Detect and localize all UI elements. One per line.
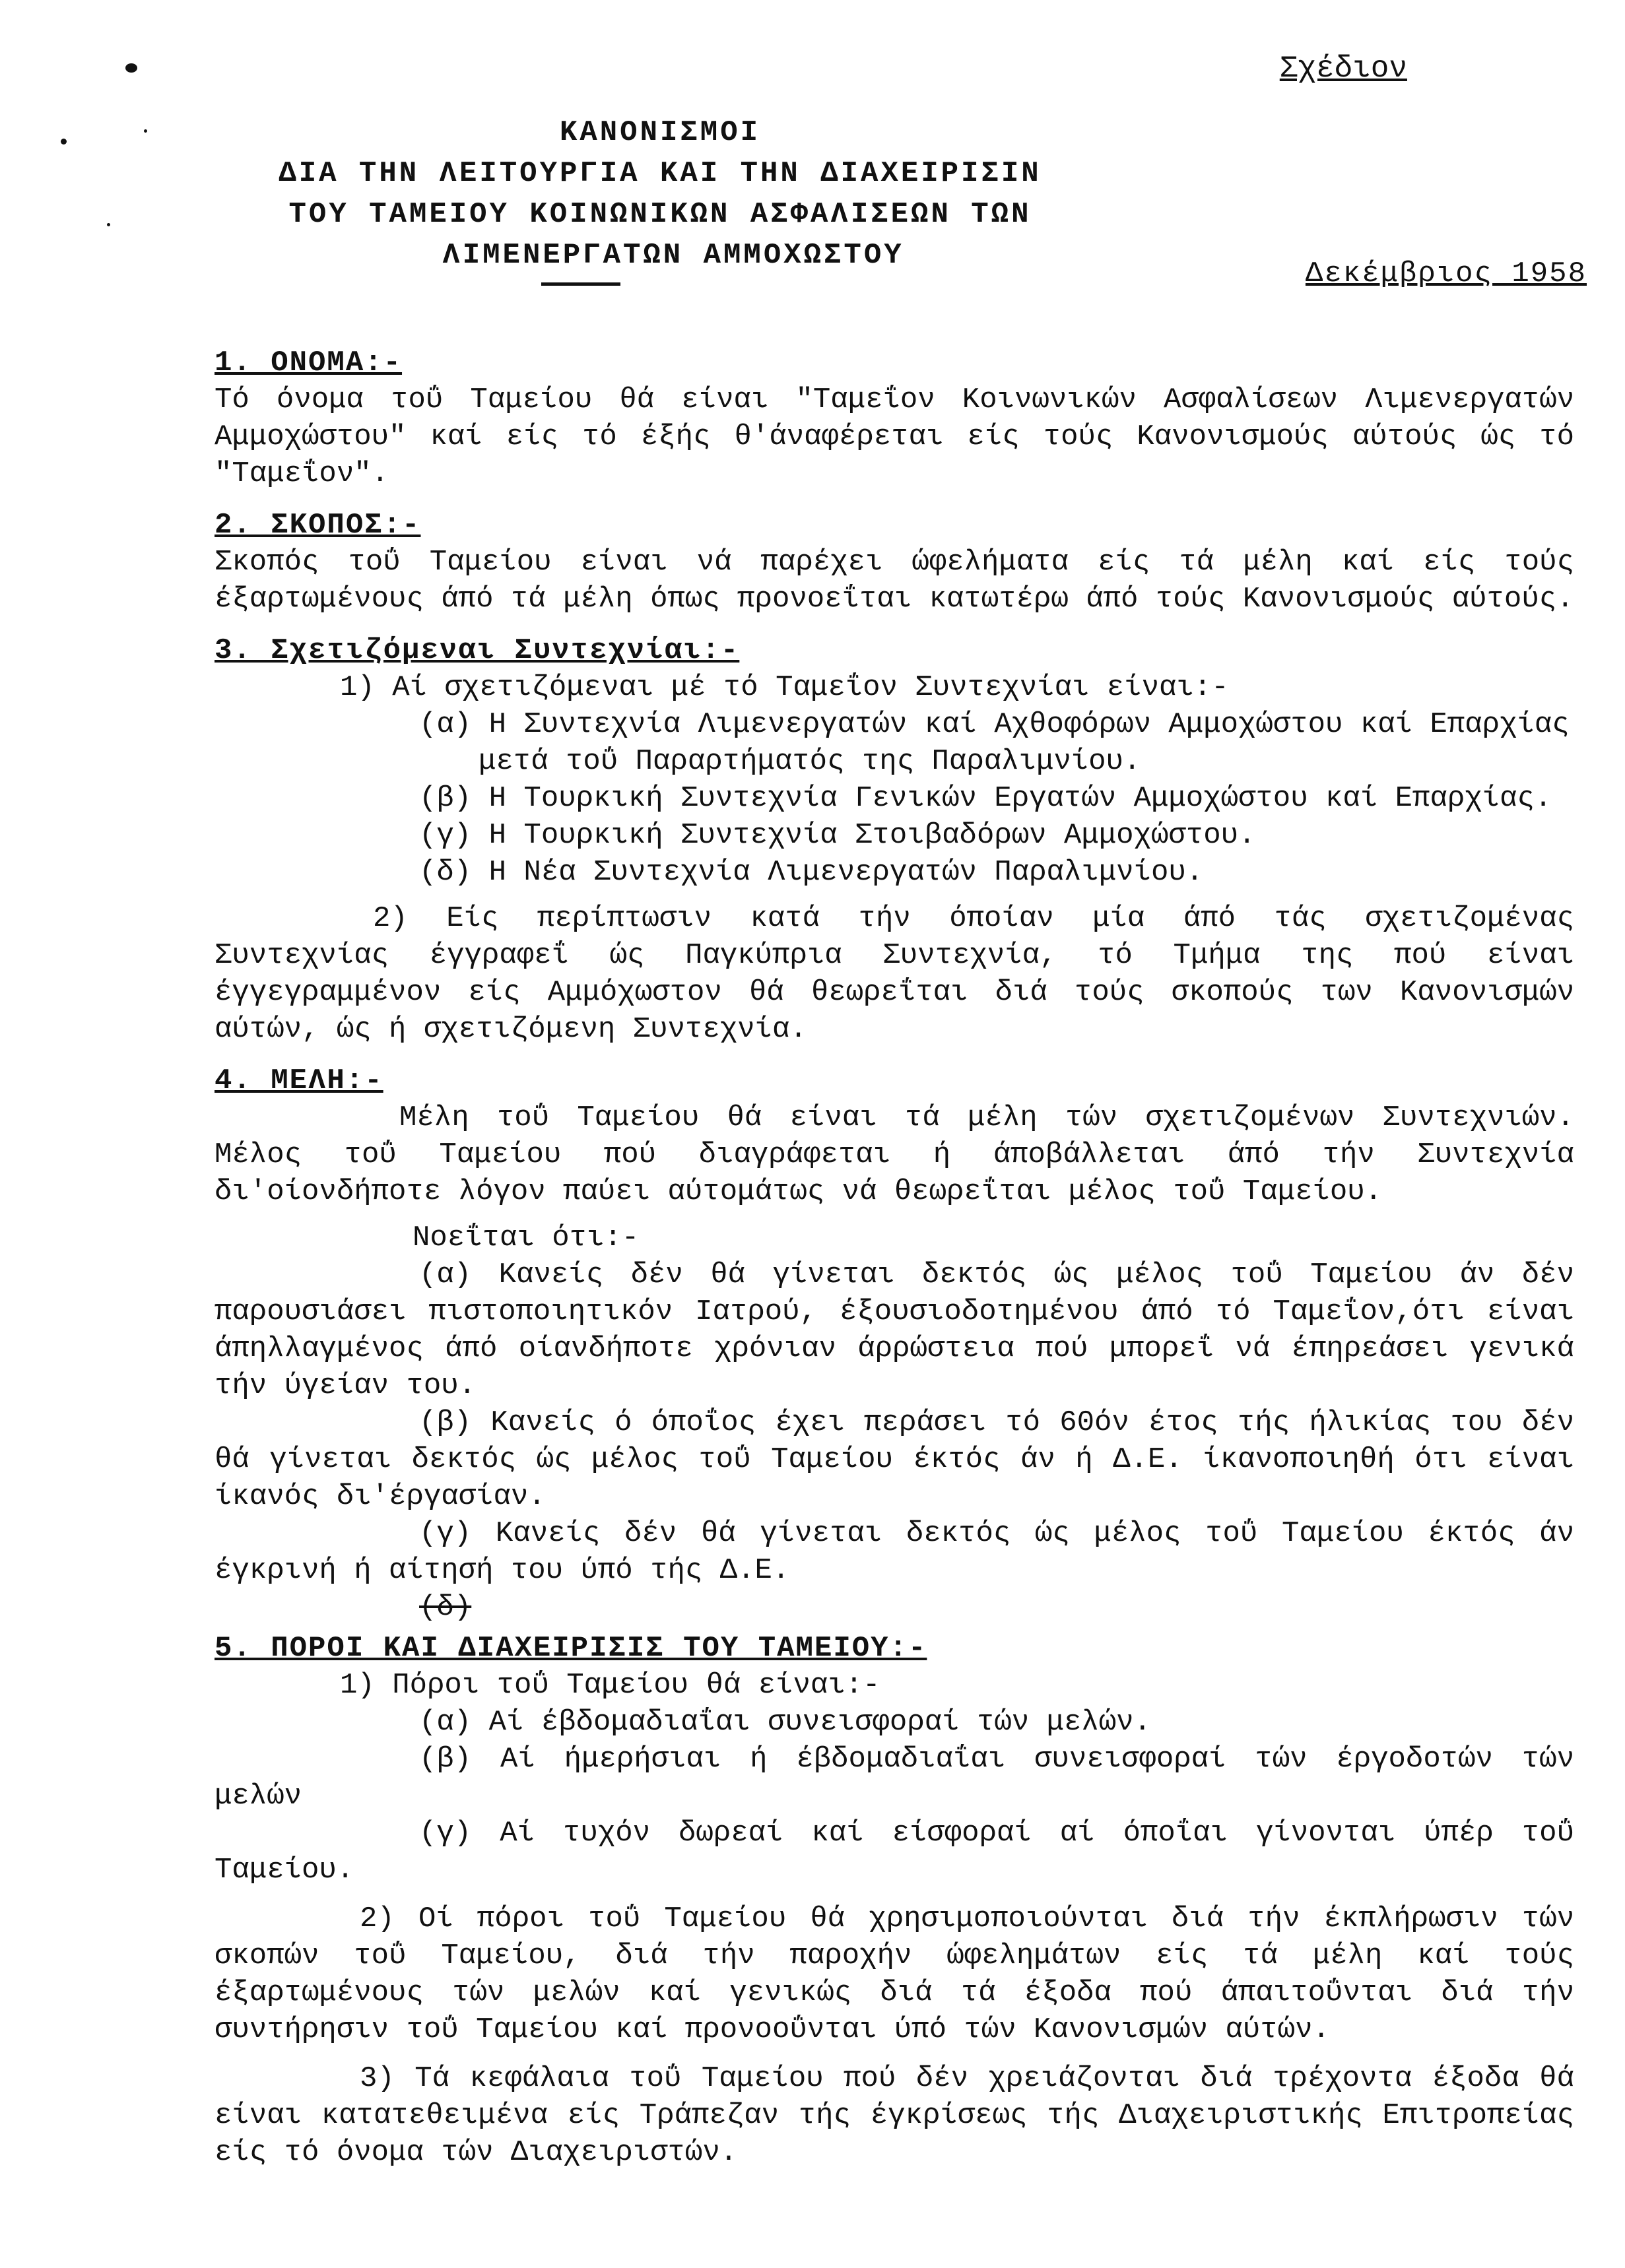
list-item: (δ) Η Νέα Συντεχνία Λιμενεργατών Παραλιμνίου. — [419, 856, 1204, 889]
list-item: (α) Κανείς δέν θά γίνεται δεκτός ώς μέλος τοΰ Ταμείου άν δέν παρουσιάσει πιστοποιητικόν Ιατρού, έξουσιοδοτημένου άπό τό Ταμεΐον,ότι είναι άπηλλαγμένος άπό οίανδήποτε χρόνιαν άρρώστεια πού μπορεΐ νά έπηρεάσει γενικά τήν ύγείαν του. — [215, 1258, 1574, 1402]
title-line-3: ΤΟΥ ΤΑΜΕΙΟΥ ΚΟΙΝΩΝΙΚΩΝ ΑΣΦΑΛΙΣΕΩΝ ΤΩΝ — [288, 198, 1032, 231]
section-intro: 1) Πόροι τοΰ Ταμείου θά είναι:- — [340, 1669, 880, 1702]
section-name — [215, 344, 1574, 492]
section-heading: 1. ΟΝΟΜΑ:- — [215, 346, 403, 379]
section-heading: 2. ΣΚΟΠΟΣ:- — [215, 509, 421, 542]
section-heading: 4. ΜΕΛΗ:- — [215, 1064, 383, 1097]
list-item: (γ) Αί τυχόν δωρεαί καί είσφοραί αί όποΐαι γίνονται ύπέρ τοΰ Ταμείου. — [215, 1817, 1574, 1887]
section-resources — [215, 1630, 1574, 2171]
list-item: (β) Κανείς ό όποΐος έχει περάσει τό 60όν έτος τής ήλικίας του δέν θά γίνεται δεκτός ώς μέλος τοΰ Ταμείου έκτός άν ή Δ.Ε. ίκανοποιηθή ότι είναι ίκανός δι'έργασίαν. — [215, 1406, 1574, 1513]
deleted-item: (δ) — [419, 1591, 472, 1624]
document-body — [215, 330, 1574, 2171]
section-heading: 5. ΠΟΡΟΙ ΚΑΙ ΔΙΑΧΕΙΡΙΣΙΣ ΤΟΥ ΤΑΜΕΙΟΥ:- — [215, 1632, 927, 1665]
draft-label: Σχέδιον — [1279, 51, 1407, 86]
list-item: (α) Η Συντεχνία Λιμενεργατών καί Αχθοφόρων Αμμοχώστου καί Επαρχίας μετά τοΰ Παραρτήματός της Παραλιμνίου. — [419, 708, 1570, 778]
title-line-4: ΛΙΜΕΝΕΡΓΑΤΩΝ ΑΜΜΟΧΩΣΤΟΥ — [442, 239, 904, 272]
list-item: (α) Αί έβδομαδιαΐαι συνεισφοραί τών μελών. — [419, 1706, 1151, 1739]
section-text: 2) Οί πόροι τοΰ Ταμείου θά χρησιμοποιούνται διά τήν έκπλήρωσιν τών σκοπών τοΰ Ταμείου, διά τήν παροχήν ώφελημάτων είς τά μέλη καί τούς έξαρτωμένους τών μελών καί γενικώς διά τά έξοδα πού άπαιτοΰνται διά τήν συντήρησιν τοΰ Ταμείου καί προνοοΰνται ύπό τών Κανονισμών αύτών. — [215, 1902, 1574, 2046]
list-item: (γ) Κανείς δέν θά γίνεται δεκτός ώς μέλος τοΰ Ταμείου έκτός άν έγκρινή ή αίτησή του ύπό τής Δ.Ε. — [215, 1517, 1574, 1587]
document-date: Δεκέμβριος 1958 — [1305, 257, 1587, 290]
section-members — [215, 1062, 1574, 1626]
document-title — [0, 112, 1320, 286]
section-text: Μέλη τοΰ Ταμείου θά είναι τά μέλη τών σχετιζομένων Συντεχνιών. Μέλος τοΰ Ταμείου πού διαγράφεται ή άποβάλλεται άπό τήν Συντεχνία δι'οίονδήποτε λόγον παύει αύτομάτως νά θεωρεΐται μέλος τοΰ Ταμείου. — [215, 1101, 1574, 1208]
section-text: 3) Τά κεφάλαια τοΰ Ταμείου πού δέν χρειάζονται διά τρέχοντα έξοδα θά είναι κατατεθειμένα είς Τράπεζαν τής έγκρίσεως τής Διαχειριστικής Επιτροπείας είς τό όνομα τών Διαχειριστών. — [215, 2062, 1574, 2169]
section-text: Σκοπός τοΰ Ταμείου είναι νά παρέχει ώφελήματα είς τά μέλη καί είς τούς έξαρτωμένους άπό τά μέλη όπως προνοεΐται κατωτέρω άπό τούς Κανονισμούς αύτούς. — [215, 546, 1574, 616]
title-line-2: ΔΙΑ ΤΗΝ ΛΕΙΤΟΥΡΓΙΑ ΚΑΙ ΤΗΝ ΔΙΑΧΕΙΡΙΣΙΝ — [279, 157, 1042, 190]
list-item: (β) Αί ήμερήσιαι ή έβδομαδιαΐαι συνεισφοραί τών έργοδοτών τών μελών — [215, 1743, 1574, 1813]
section-text: Τό όνομα τοΰ Ταμείου θά είναι "Ταμεΐον Κοινωνικών Ασφαλίσεων Λιμενεργατών Αμμοχώστου" καί είς τό έξής θ'άναφέρεται είς τούς Κανονισμούς αύτούς ώς τό "Ταμεΐον". — [215, 383, 1574, 490]
title-line-1: ΚΑΝΟΝΙΣΜΟΙ — [559, 116, 761, 149]
ink-speck — [125, 63, 137, 73]
title-rule — [541, 282, 620, 286]
list-item: (γ) Η Τουρκική Συντεχνία Στοιβαδόρων Αμμοχώστου. — [419, 819, 1256, 852]
section-purpose — [215, 507, 1574, 618]
proviso-label: Νοεΐται ότι:- — [413, 1221, 640, 1254]
section-text: 2) Είς περίπτωσιν κατά τήν όποίαν μία άπό τάς σχετιζομένας Συντεχνίας έγγραφεΐ ώς Παγκύπρια Συντεχνία, τό Τμήμα της πού είναι έγγεγραμμένον είς Αμμόχωστον θά θεωρεΐται διά τούς σκοπούς των Κανονισμών αύτών, ώς ή σχετιζόμενη Συντεχνία. — [215, 902, 1574, 1046]
section-heading: 3. Σχετιζόμεναι Συντεχνίαι:- — [215, 634, 740, 667]
list-item: (β) Η Τουρκική Συντεχνία Γενικών Εργατών Αμμοχώστου καί Επαρχίας. — [419, 782, 1552, 815]
section-affiliated-unions — [215, 632, 1574, 1048]
section-intro: 1) Αί σχετιζόμεναι μέ τό Ταμεΐον Συντεχνίαι είναι:- — [340, 671, 1229, 704]
